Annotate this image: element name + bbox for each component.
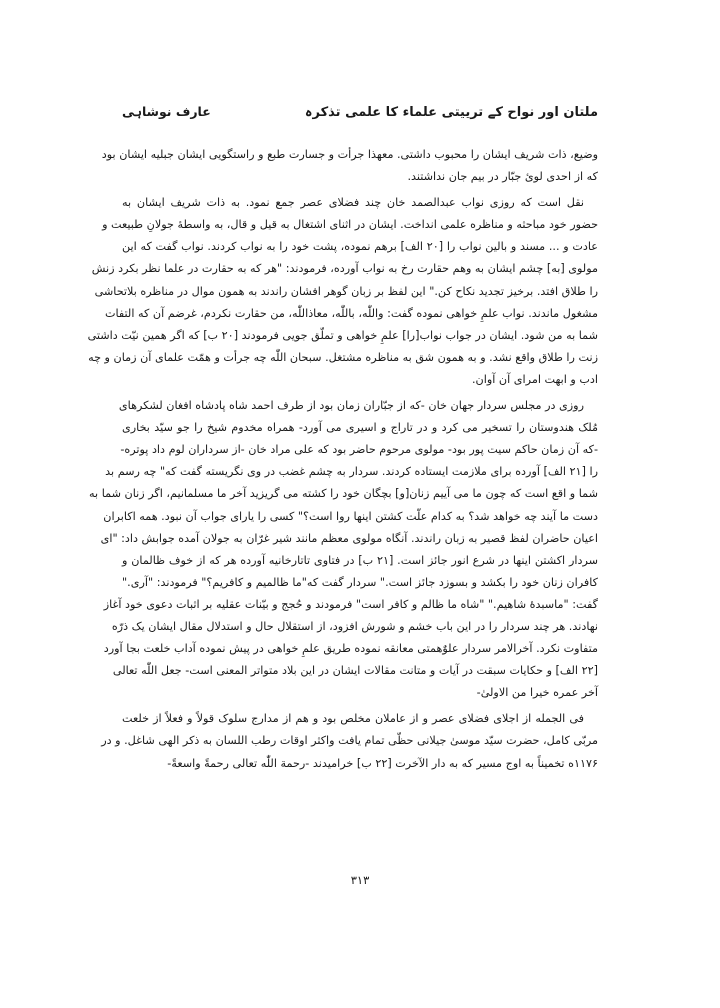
text-line: حضور خود مباحثه و مناظره علمی انداخت. ایشان در اثنای اشتغال به قیل و قال، به واسطهٔ جولانِ طبیعت و	[102, 218, 598, 232]
body-text	[87, 144, 599, 779]
text-line: اعیان حاضران لفظ قصیر به زبان راندند. آنگاه مولوی معظم مانند شیر غرّان به جولان آمده جوابش داد: "ای	[100, 531, 598, 545]
text-line: گفت: "ماسبدهٔ شاهیم." "شاه ما ظالم و کافر است" فرمودند و حُجج و بیّنات عقلیه بر اثبات دعوی خود آغاز	[103, 597, 598, 611]
text-line: وضیع، ذات شریف ایشان را محبوب داشتی. معهذا جرأت و جسارت طبع و راستگویی ایشان جبلیه ایشان بود	[101, 148, 598, 161]
text-line: شما و اقع است که چون ما می آییم زنان[و] بچگان خود را کشته می گریزید آخر ما مسلمانیم، اگر زنان شما به	[89, 487, 598, 501]
text-line: را طلاق افتد. برخیز تجدید نکاح کن." این لفظ بر زبان گوهر افشان راندند به همون موال در مناظره بلاتحاشی	[94, 284, 598, 298]
running-header-title: ملتان اور نواح کے ترییتی علماء کا علمی تذکرہ	[304, 105, 598, 120]
running-header-author: عارف نوشاہی	[122, 104, 211, 119]
text-line: مُلک هندوستان را تسخیر می کرد و در تاراج و اسیری می آورد- همراه مخدوم شیخ را جو سیّد بخاری	[122, 421, 598, 435]
paragraph	[87, 192, 598, 391]
paragraph	[101, 144, 598, 188]
text-line: مولوی [به] چشم ایشان به وهم حقارت رخ به نواب آورده، فرمودند: "هر که به حقارت در علما نظر بکرد زنش	[91, 262, 598, 276]
text-line: نهادند. هر چند سردار را در این باب خشم و شورش افزود، از استقلال حال و استدلال مقال ایشان یک ذرّه	[111, 619, 598, 633]
text-line: مربّی کامل، حضرت سیّد موسیٰ جیلانی حظّی تمام یافت واکثر اوقات رطب اللسان به ذکر الهی شاغل. و در	[101, 734, 598, 748]
text-line: ادب و ابهت امرای آن آوان.	[471, 372, 598, 386]
text-line: آخر عمره خیرا من الاولیٰ-	[476, 686, 598, 700]
text-line: فی الجمله از اجلای فضلای عصر و از عاملان مخلص بود و هم از مدارج سلوک قولاً و فعلاً از خلعت	[122, 712, 584, 726]
page-number: ۳۱۳	[350, 873, 370, 887]
text-line: سردار اکشتن اینها در شرع انور جائز است. [۲۱ ب] در فتاوی تاتارخانیه آورده هر که از خوف ظالمان و	[122, 553, 599, 567]
text-line: که از احدی لویٔ جبّار در بیم جان نداشتند.	[407, 170, 598, 184]
text-line: زنت را طلاق واقع نشد. و به همون شق به مناظره مشتغل. سبحان اللّٰه چه جرأت و همّت علمای آن زمان و چه	[88, 350, 598, 364]
text-line: نقل است که روزی نواب عبدالصمد خان چند فضلای عصر جمع نمود. به ذات شریف ایشان به	[122, 196, 584, 210]
running-header	[122, 104, 598, 120]
text-line: متفاوت نکرد. آخرالامر سردار علوٌهمتی معانقه نموده طریق علمِ خواهی در پیش نموده آداب خلعت بجا آورد	[103, 642, 598, 656]
text-line: روزی در مجلس سردار جهان خان -که از جبّاران زمان بود از طرف احمد شاه پادشاه افغان لشکرهای	[118, 399, 584, 413]
paragraph	[89, 395, 599, 704]
text-line: عادت و ... مسند و بالین نواب را [۲۰ الف] برهم نموده، پشت خود را به نواب کردند. نواب گفت که این	[122, 240, 598, 254]
text-line: ۱۱۷۶ه تخمیناً به اوج مسیر که به دار الآخرت [۲۲ ب] خرامیدند -رحمة اللّٰه تعالی رحمةً واسعةً-	[167, 756, 598, 770]
paragraph	[101, 708, 598, 774]
text-line: -که آن زمان حاکم سیت پور بود- مولوی مرحوم حاضر بود که علی مراد خان -از سرداران لوم داد پوتره-	[120, 443, 598, 457]
text-line: را [۲۱ الف] آورده برای ملازمت ایستاده کردند. سردار به چشم غضب در وی نگریسته گفت که" چه رسم بد	[105, 465, 598, 479]
text-line: مشغول ماندند. نواب علمِ خواهی نموده گفت: واللّٰه، باللّٰه، معاذاللّٰه، من حقارت نکردم، غرضم آن که التفات	[104, 306, 598, 320]
text-line: شما به من شود. ایشان در جواب نواب[را] علمِ خواهی و تملّق جویی فرمودند [۲۰ ب] که اگر همین نیّت داشتی	[87, 328, 598, 342]
text-line: دست ما آیند چه خواهد شد؟ به کدام علّت کشتن اینها روا است؟" کسی را یارای جواب آن نبود. همه اکابران	[103, 509, 598, 523]
text-line: کافران زنان خود را بکشد و بسوزد جائز است." سردار گفت که"ما ظالمیم و کافریم؟" فرمودند: "آری."	[122, 575, 598, 589]
text-line: [۲۲ الف] و حکایات سبقت در آیات و متانت مقالات ایشان در این بلاد متواتر المعنی است- جعل اللّٰه تعالی	[112, 664, 598, 678]
